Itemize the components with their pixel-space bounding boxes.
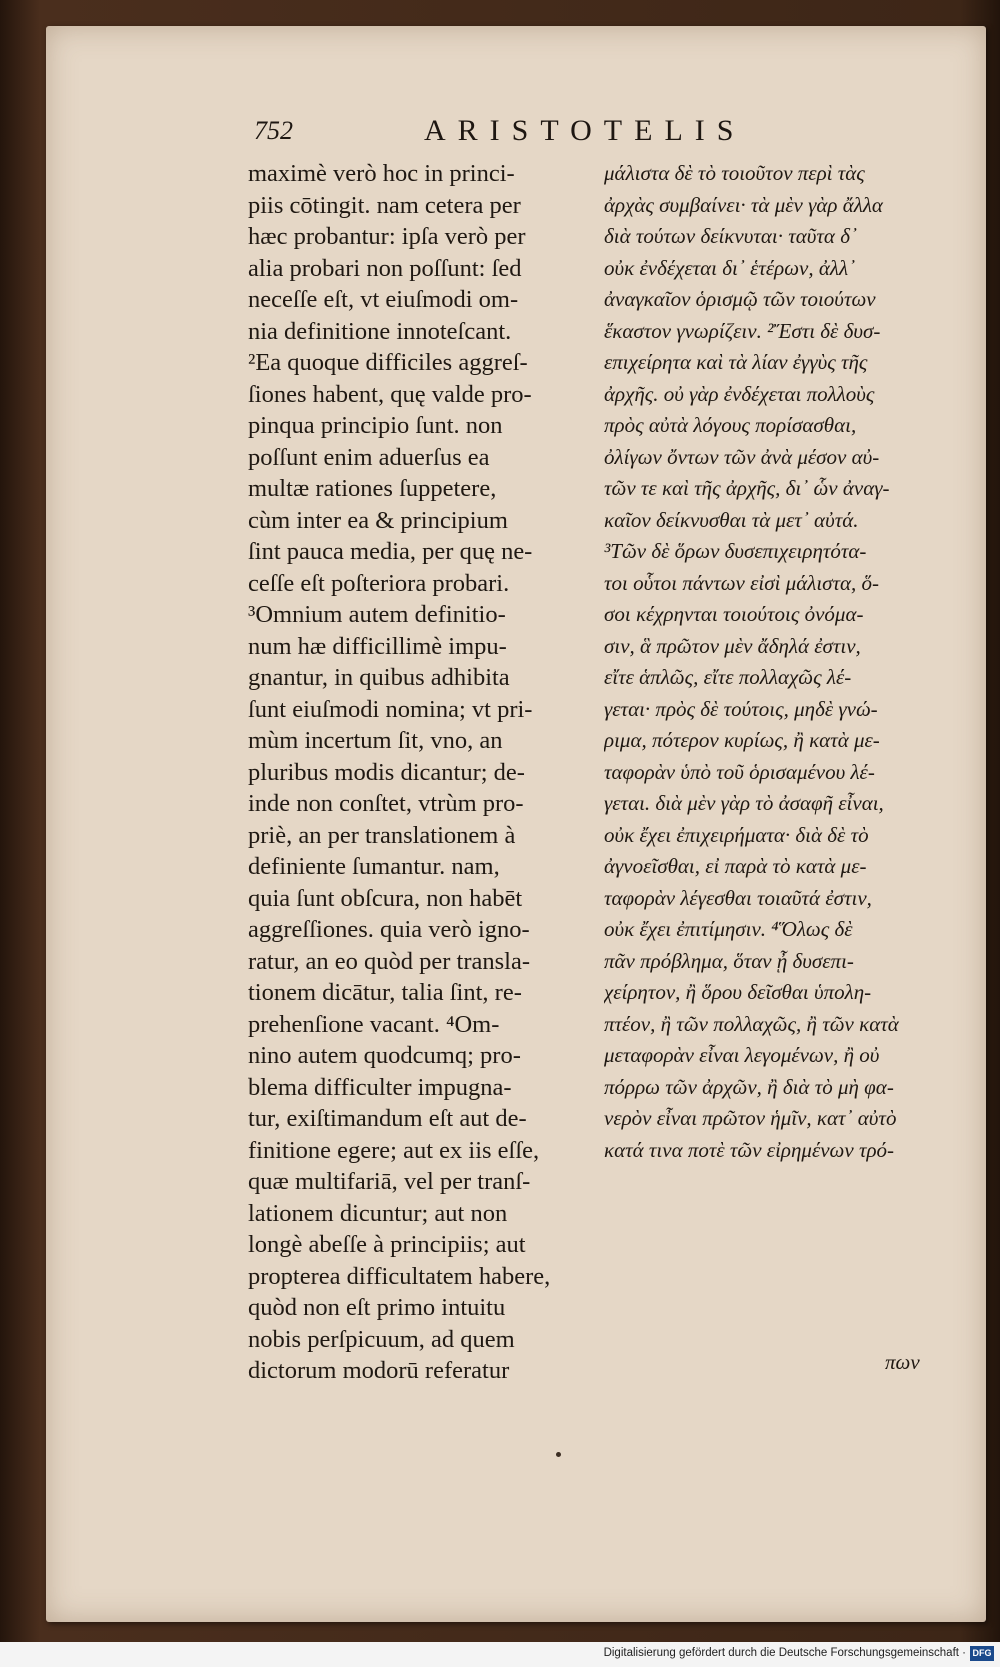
latin-text-line: longè abeſſe à principiis; aut xyxy=(248,1231,526,1258)
greek-text-line: ἀναγκαῖον ὁρισμῷ τῶν τοιούτων xyxy=(604,287,876,311)
greek-text-line: πόρρω τῶν ἀρχῶν, ἢ διὰ τὸ μὴ φα- xyxy=(604,1074,894,1099)
latin-text-line: finitione egere; aut ex iis eſſe, xyxy=(248,1136,540,1164)
latin-text-line: aggreſſiones. quia verò igno- xyxy=(248,916,530,943)
greek-text-line: τοι οὗτοι πάντων εἰσὶ μάλιστα, ὅ- xyxy=(604,570,880,595)
latin-text-line: definiente ſumantur. nam, xyxy=(248,853,500,880)
latin-text-line: mùm incertum ſit, vno, an xyxy=(248,727,503,754)
latin-text-line: nobis perſpicuum, ad quem xyxy=(248,1325,515,1353)
latin-text-line: nino autem quodcumq; pro- xyxy=(248,1042,521,1069)
footer-credit: Digitalisierung gefördert durch die Deutsche Forschungsgemeinschaft · xyxy=(603,1647,966,1659)
latin-text-line: quia ſunt obſcura, non habēt xyxy=(248,884,523,912)
greek-text-line: χείρητον, ἢ ὅρου δεῖσθαι ὑπολη- xyxy=(604,980,872,1004)
greek-text-line: επιχείρητα καὶ τὰ λίαν ἐγγὺς τῆς xyxy=(604,350,868,374)
latin-text-line: maximè verò hoc in princi- xyxy=(248,160,515,187)
greek-text-line: νερὸν εἶναι πρῶτον ἡμῖν, κατ᾽ αὐτὸ xyxy=(604,1106,897,1130)
greek-text-line: πᾶν πρόβλημα, ὅταν ᾖ δυσεπι- xyxy=(604,948,854,973)
latin-text-line: multæ rationes ſuppetere, xyxy=(248,475,497,502)
latin-text-line: ſiones habent, quę valde pro- xyxy=(248,380,532,408)
latin-text-line: dictorum modorū referatur xyxy=(248,1357,510,1384)
greek-text-line: ἀρχῆς. οὐ γὰρ ἐνδέχεται πολλοὺς xyxy=(604,381,875,406)
latin-text-line: inde non conſtet, vtrùm pro- xyxy=(248,790,524,817)
greek-text-line: τῶν τε καὶ τῆς ἀρχῆς, δι᾽ ὧν ἀναγ- xyxy=(604,476,890,500)
latin-text-line: alia probari non poſſunt: ſed xyxy=(248,254,522,282)
greek-text-line: οὐκ ἐνδέχεται δι᾽ ἑτέρων, ἀλλ᾽ xyxy=(604,255,856,280)
greek-text-line: μεταφορὰν εἶναι λεγομένων, ἢ οὐ xyxy=(604,1043,880,1067)
latin-text-line: ceſſe eſt poſteriora probari. xyxy=(248,569,510,597)
latin-text-line: neceſſe eſt, vt eiuſmodi om- xyxy=(248,286,519,313)
greek-text-line: ἀρχὰς συμβαίνει· τὰ μὲν γὰρ ἄλλα xyxy=(604,192,883,217)
latin-text-line: priè, an per translationem à xyxy=(248,821,516,849)
latin-text-line: ³Omnium autem definitio- xyxy=(248,601,506,628)
latin-text-line: prehenſione vacant. ⁴Om- xyxy=(248,1010,500,1038)
greek-text-line: μάλιστα δὲ τὸ τοιοῦτον περὶ τὰς xyxy=(604,161,865,185)
latin-text-line: ²Ea quoque difficiles aggreſ- xyxy=(248,349,528,376)
greek-text-line: πτέον, ἢ τῶν πολλαχῶς, ἢ τῶν κατὰ xyxy=(604,1011,899,1036)
latin-text-line: tur, exiſtimandum eſt aut de- xyxy=(248,1105,527,1132)
latin-column xyxy=(248,158,578,1387)
footer-bar xyxy=(0,1642,1000,1667)
latin-text-line: piis cōtingit. nam cetera per xyxy=(248,191,521,219)
greek-text-line: ταφορὰν λέγεσθαι τοιαῦτά ἐστιν, xyxy=(604,885,872,910)
latin-text-line: quæ multifariā, vel per tranſ- xyxy=(248,1168,531,1195)
latin-text-line: ratur, an eo quòd per transla- xyxy=(248,947,531,975)
latin-text-line: propterea difficultatem habere, xyxy=(248,1262,551,1290)
greek-text-line: ταφορὰν ὑπὸ τοῦ ὁρισαμένου λέ- xyxy=(604,759,875,784)
greek-text-line: ἕκαστον γνωρίζειν. ²Ἔστι δὲ δυσ- xyxy=(604,318,881,343)
latin-text-line: poſſunt enim aduerſus ea xyxy=(248,443,490,471)
latin-text-line: num hæ difficillimè impu- xyxy=(248,632,507,660)
latin-text-line: ſint pauca media, per quę ne- xyxy=(248,538,533,565)
greek-text-line: γεται. διὰ μὲν γὰρ τὸ ἀσαφῆ εἶναι, xyxy=(604,791,884,815)
greek-column xyxy=(604,158,944,1166)
latin-text-line: lationem dicuntur; aut non xyxy=(248,1199,508,1227)
latin-text-line: ſunt eiuſmodi nomina; vt pri- xyxy=(248,695,533,723)
running-head: ARISTOTELIS xyxy=(424,114,746,147)
latin-text-line: quòd non eſt primo intuitu xyxy=(248,1294,506,1321)
greek-text-line: ὀλίγων ὄντων τῶν ἀνὰ μέσον αὐ- xyxy=(604,444,880,469)
catchword: πων xyxy=(885,1350,920,1374)
page-header xyxy=(254,112,774,152)
greek-text-line: σιν, ἃ πρῶτον μὲν ἄδηλά ἐστιν, xyxy=(604,633,861,658)
greek-text-line: διὰ τούτων δείκνυται· ταῦτα δ᾽ xyxy=(604,224,857,248)
greek-text-line: εἴτε ἁπλῶς, εἴτε πολλαχῶς λέ- xyxy=(604,665,852,689)
greek-text-line: καῖον δείκνυσθαι τὰ μετ᾽ αὐτά. xyxy=(604,507,859,532)
greek-text-line: γεται· πρὸς δὲ τούτοις, μηδὲ γνώ- xyxy=(604,696,878,721)
greek-text-line: οὐκ ἔχει ἐπιχειρήματα· διὰ δὲ τὸ xyxy=(604,822,869,847)
greek-text-line: ριμα, πότερον κυρίως, ἢ κατὰ με- xyxy=(604,728,880,752)
latin-text-line: cùm inter ea & principium xyxy=(248,506,508,534)
latin-text-line: hæc probantur: ipſa verò per xyxy=(248,223,526,250)
latin-text-line: gnantur, in quibus adhibita xyxy=(248,664,510,691)
latin-text-line: nia definitione innoteſcant. xyxy=(248,317,512,345)
dfg-logo: DFG xyxy=(970,1646,994,1661)
greek-text-line: ³Τῶν δὲ ὅρων δυσεπιχειρητότα- xyxy=(604,539,867,563)
greek-text-line: κατά τινα ποτὲ τῶν εἰρημένων τρό- xyxy=(604,1137,895,1162)
latin-text-line: pluribus modis dicantur; de- xyxy=(248,758,525,786)
greek-text-line: πρὸς αὐτὰ λόγους πορίσασθαι, xyxy=(604,413,857,437)
greek-text-line: οὐκ ἔχει ἐπιτίμησιν. ⁴Ὅλως δὲ xyxy=(604,917,853,941)
latin-text-line: tionem dicātur, talia ſint, re- xyxy=(248,979,522,1006)
ink-speck xyxy=(556,1452,561,1457)
page-number: 752 xyxy=(254,116,293,145)
greek-text-line: ἀγνοεῖσθαι, εἰ παρὰ τὸ κατὰ με- xyxy=(604,854,867,878)
greek-text-line: σοι κέχρηνται τοιούτοις ὀνόμα- xyxy=(604,602,864,626)
latin-text-line: pinqua principio ſunt. non xyxy=(248,412,503,439)
latin-text-line: blema difficulter impugna- xyxy=(248,1073,512,1101)
